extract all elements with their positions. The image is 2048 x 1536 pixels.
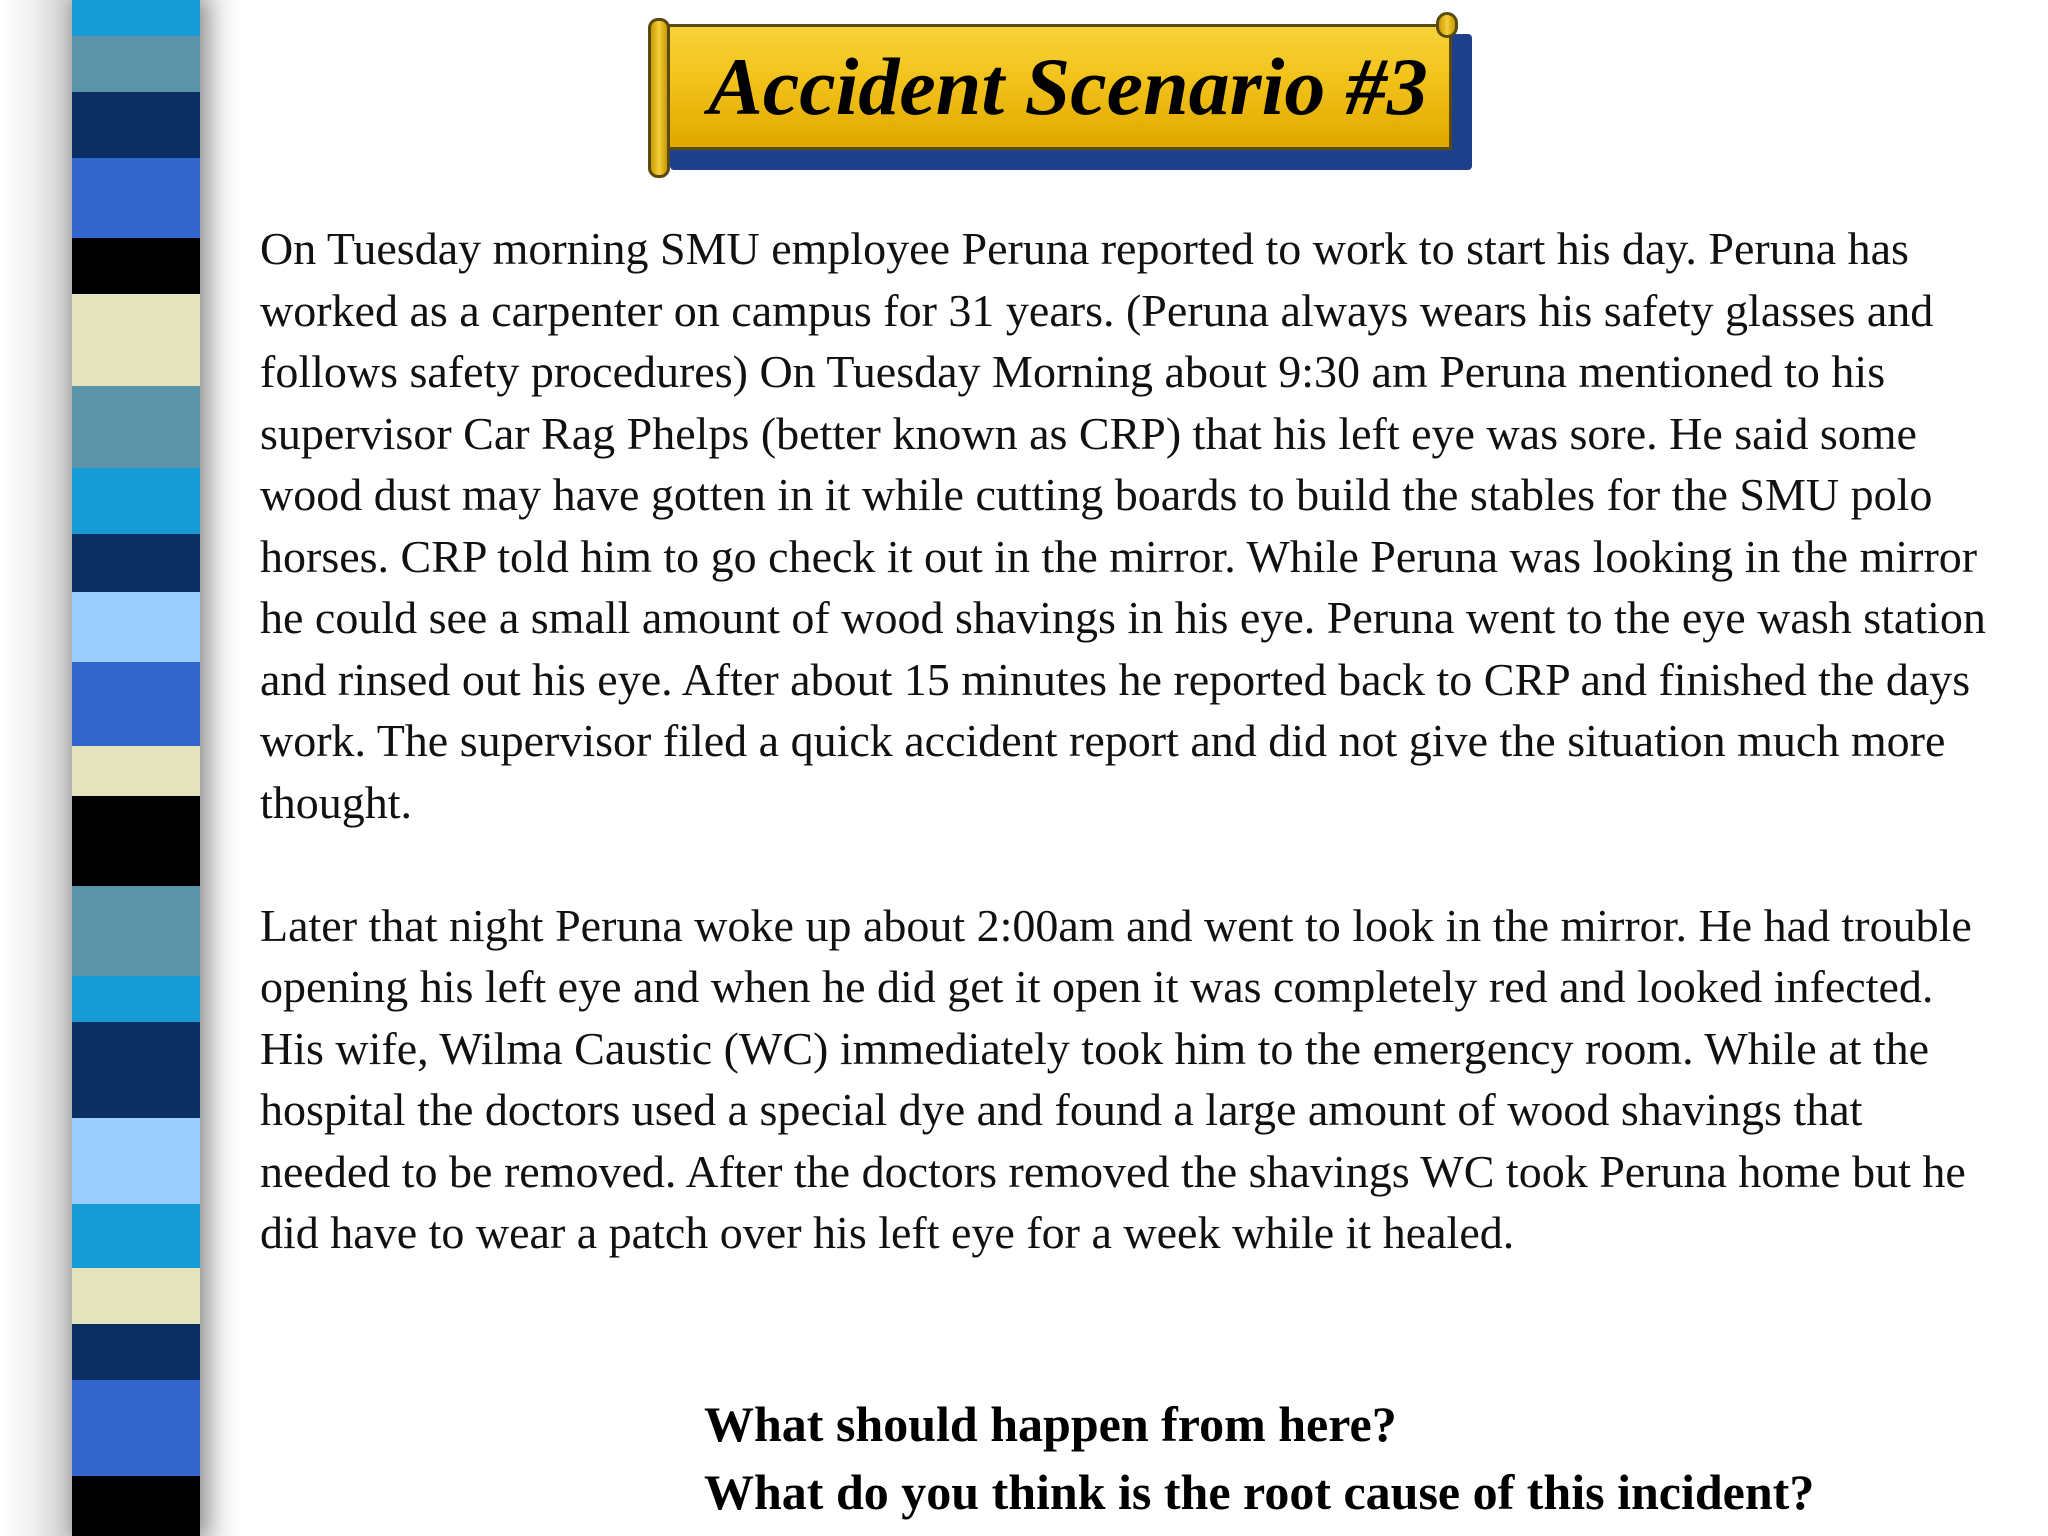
stripe	[72, 158, 200, 238]
stripe	[72, 386, 200, 468]
stripe	[72, 534, 200, 592]
decorative-stripe-bar	[72, 0, 200, 1536]
scenario-paragraph-1: On Tuesday morning SMU employee Peruna reported to work to start his day. Peruna has worked as a carpenter on campus for 31 years. (Peruna always wears his safety glasses and follows safety procedures) On Tuesday Morning about 9:30 am Peruna mentioned to his supervisor Car Rag Phelps (better known as CRP) that his left eye was sore. He said some wood dust may have gotten in it while cutting boards to build the stables for the SMU polo horses. CRP told him to go check it out in the mirror. While Peruna was looking in the mirror he could see a small amount of wood shavings in his eye. Peruna went to the eye wash station and rinsed out his eye. After about 15 minutes he reported back to CRP and finished the days work. The supervisor filed a quick accident report and did not give the situation much more thought.	[260, 223, 1986, 828]
stripe	[72, 238, 200, 294]
stripe	[72, 662, 200, 746]
stripe	[72, 1380, 200, 1476]
stripe	[72, 976, 200, 1022]
stripe	[72, 1022, 200, 1118]
stripe	[72, 1118, 200, 1204]
stripe	[72, 468, 200, 534]
stripe	[72, 592, 200, 662]
scenario-text	[260, 218, 2000, 1264]
stripe	[72, 1476, 200, 1536]
stripe	[72, 36, 200, 92]
discussion-questions	[704, 1390, 2004, 1526]
stripe	[72, 746, 200, 796]
stripe	[72, 1324, 200, 1380]
stripe	[72, 1204, 200, 1268]
scroll-curl-left-icon	[648, 18, 670, 178]
scenario-paragraph-2: Later that night Peruna woke up about 2:00am and went to look in the mirror. He had trouble opening his left eye and when he did get it open it was completely red and looked infected. His wife, Wilma Caustic (WC) immediately took him to the emergency room. While at the hospital the doctors used a special dye and found a large amount of wood shavings that needed to be removed. After the doctors removed the shavings WC took Peruna home but he did have to wear a patch over his left eye for a week while it healed.	[260, 899, 1972, 1258]
stripe	[72, 796, 200, 886]
title-banner	[648, 18, 1468, 168]
stripe	[72, 886, 200, 976]
stripe	[72, 0, 200, 36]
stripe	[72, 1268, 200, 1324]
slide-title: Accident Scenario #3	[708, 41, 1428, 132]
stripe	[72, 294, 200, 386]
question-1: What should happen from here?	[704, 1396, 1397, 1452]
question-2: What do you think is the root cause of this incident?	[704, 1464, 1815, 1520]
stripe	[72, 92, 200, 158]
